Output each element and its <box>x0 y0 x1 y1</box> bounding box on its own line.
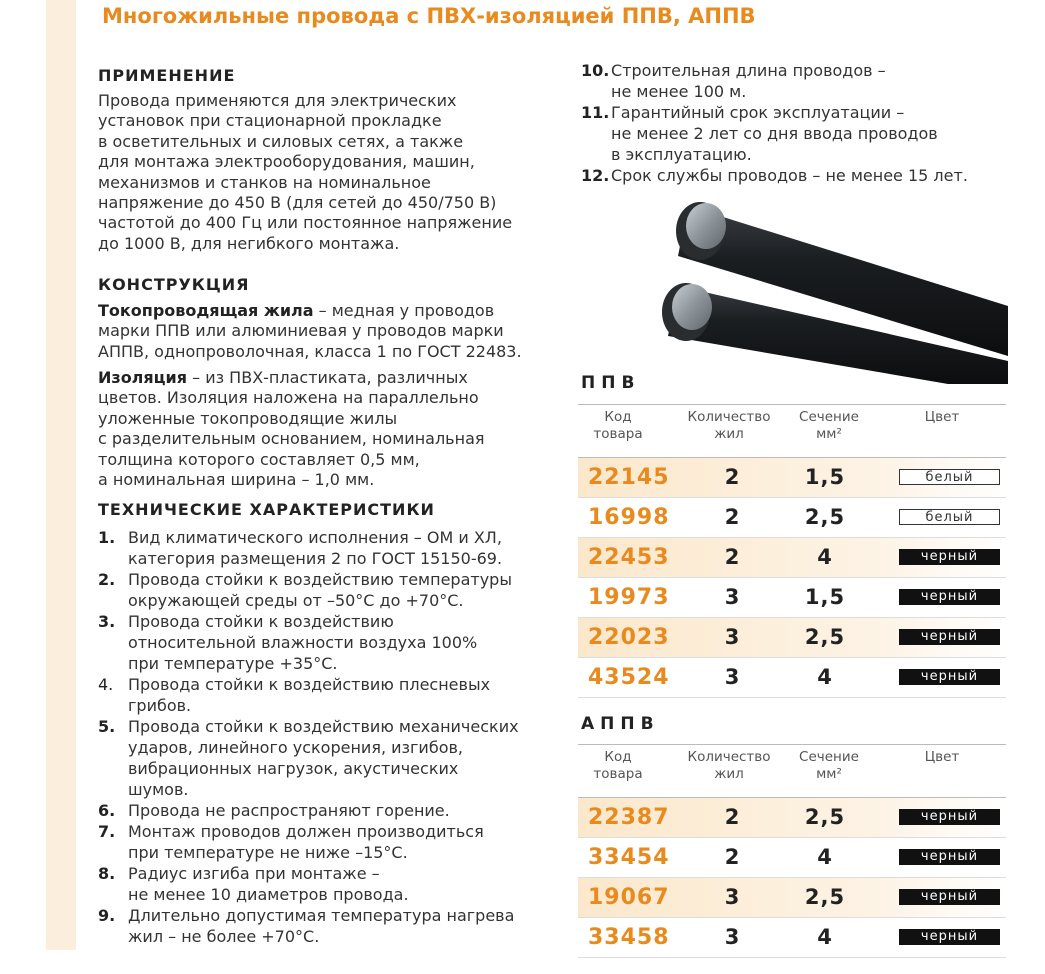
spec-text: не менее 10 диаметров провода. <box>128 885 409 904</box>
appv-title: АППВ <box>581 714 660 734</box>
col-color: Цвет <box>924 749 960 765</box>
spec-item <box>98 527 519 548</box>
insulation-line: толщина которого составляет 0,5 мм, <box>98 449 420 469</box>
insulation-line: а номинальная ширина – 1,0 мм. <box>98 470 375 490</box>
spec-item <box>98 737 519 758</box>
table-row <box>578 658 1006 698</box>
product-code: 33454 <box>588 845 670 870</box>
core-text <box>98 301 522 362</box>
ppv-table <box>578 404 1006 698</box>
spec-number: 10. <box>581 61 610 80</box>
application-heading: ПРИМЕНЕНИЕ <box>98 66 236 85</box>
spec-item <box>98 611 519 632</box>
core-upper-face <box>686 203 726 249</box>
spec-item <box>98 548 519 569</box>
table-row <box>578 618 1006 658</box>
spec-item <box>98 884 519 905</box>
spec-item <box>581 102 968 123</box>
product-code: 19973 <box>588 585 670 610</box>
spec-item <box>98 632 519 653</box>
spec-text: относительной влажности воздуха 100% <box>128 633 478 652</box>
page-title: Многожильные провода с ПВХ-изоляцией ППВ, АППВ <box>102 4 756 28</box>
spec-number <box>98 548 128 569</box>
core-count: 2 <box>724 505 740 529</box>
application-line: механизмов и станков на номинальное <box>98 172 431 192</box>
spec-number: 8. <box>98 864 116 883</box>
spec-text: Радиус изгиба при монтаже – <box>128 864 380 883</box>
table-row <box>578 798 1006 838</box>
spec-number: 4. <box>98 675 114 694</box>
spec-text: в эксплуатацию. <box>611 145 752 164</box>
table-row <box>578 458 1006 498</box>
spec-item <box>98 569 519 590</box>
color-swatch: черный <box>899 889 1000 905</box>
cross-section: 1,5 <box>804 465 846 489</box>
col-code: Код товара <box>593 409 643 442</box>
specs-heading: ТЕХНИЧЕСКИЕ ХАРАКТЕРИСТИКИ <box>98 500 435 519</box>
cross-section: 2,5 <box>804 505 846 529</box>
spec-text: шумов. <box>128 780 189 799</box>
col-qty: Количество жил <box>687 749 771 782</box>
core-count: 2 <box>724 845 740 869</box>
core-count: 2 <box>724 805 740 829</box>
core-count: 3 <box>724 665 740 689</box>
spec-number: 12. <box>581 166 610 185</box>
spec-text: Срок службы проводов – не менее 15 лет. <box>611 166 968 185</box>
spec-text: Провода стойки к воздействию механических <box>128 717 519 736</box>
core-count: 3 <box>724 885 740 909</box>
spec-number <box>98 884 128 905</box>
product-code: 16998 <box>588 505 670 530</box>
color-swatch: черный <box>899 589 1000 605</box>
spec-item <box>98 695 519 716</box>
spec-number: 5. <box>98 717 116 736</box>
spec-text: ударов, линейного ускорения, изгибов, <box>128 738 463 757</box>
color-swatch: черный <box>899 629 1000 645</box>
product-code: 33458 <box>588 925 670 950</box>
product-code: 22023 <box>588 625 670 650</box>
cross-section: 2,5 <box>804 885 846 909</box>
cross-section: 4 <box>817 925 833 949</box>
spec-number <box>98 695 128 716</box>
application-line: до 1000 В, для негибкого монтажа. <box>98 233 400 253</box>
color-swatch: черный <box>899 929 1000 945</box>
spec-item <box>98 779 519 800</box>
spec-number: 1. <box>98 528 116 547</box>
spec-text: категория размещения 2 по ГОСТ 15150-69. <box>128 549 503 568</box>
core-line: АППВ, однопроволочная, класса 1 по ГОСТ 22483. <box>98 341 522 361</box>
side-band <box>46 0 76 950</box>
table-row <box>578 498 1006 538</box>
spec-number: 3. <box>98 612 116 631</box>
spec-text: не менее 100 м. <box>611 82 747 101</box>
spec-text: Гарантийный срок эксплуатации – <box>611 103 905 122</box>
spec-number <box>98 737 128 758</box>
application-line: Провода применяются для электрических <box>98 91 457 110</box>
insulation-line-text: – из ПВХ-пластиката, различных <box>187 368 468 387</box>
spec-item <box>98 800 519 821</box>
spec-text: Вид климатического исполнения – ОМ и ХЛ, <box>128 528 502 547</box>
spec-text: Монтаж проводов должен производиться <box>128 822 484 841</box>
wire-illustration <box>648 186 1008 384</box>
spec-number <box>98 926 128 947</box>
table-row <box>578 578 1006 618</box>
spec-item <box>581 165 968 186</box>
color-swatch: черный <box>899 669 1000 685</box>
spec-text: Провода стойки к воздействию <box>128 612 394 631</box>
core-count: 2 <box>724 545 740 569</box>
spec-item <box>581 81 968 102</box>
insulation-text <box>98 368 485 490</box>
spec-item <box>581 60 968 81</box>
core-count: 2 <box>724 465 740 489</box>
spec-number <box>98 590 128 611</box>
color-swatch: черный <box>899 549 1000 565</box>
cross-section: 4 <box>817 665 833 689</box>
spec-item <box>581 123 968 144</box>
core-count: 3 <box>724 625 740 649</box>
color-swatch: черный <box>899 809 1000 825</box>
spec-text: грибов. <box>128 696 192 715</box>
table-row <box>578 878 1006 918</box>
spec-item <box>98 716 519 737</box>
cross-section: 2,5 <box>804 805 846 829</box>
spec-number: 9. <box>98 906 116 925</box>
specs-list <box>98 527 519 947</box>
color-swatch: белый <box>899 469 1000 485</box>
spec-number <box>98 653 128 674</box>
color-swatch: белый <box>899 509 1000 525</box>
table-row <box>578 838 1006 878</box>
cross-section: 4 <box>817 545 833 569</box>
spec-item <box>98 821 519 842</box>
product-code: 22453 <box>588 545 670 570</box>
table-row <box>578 538 1006 578</box>
spec-item <box>98 758 519 779</box>
spec-text: Строительная длина проводов – <box>611 61 886 80</box>
core-count: 3 <box>724 925 740 949</box>
insulation-line: с разделительным основанием, номинальная <box>98 429 485 449</box>
core-line-text: – медная у проводов <box>313 301 495 320</box>
appv-table <box>578 744 1006 958</box>
spec-text: окружающей среды от –50°С до +70°С. <box>128 591 464 610</box>
ppv-table-header <box>578 404 1006 458</box>
application-line: в осветительных и силовых сетях, а также <box>98 131 464 151</box>
spec-number: 2. <box>98 570 116 589</box>
product-code: 43524 <box>588 665 670 690</box>
spec-text: жил – не более +70°С. <box>128 927 320 946</box>
spec-number: 6. <box>98 801 116 820</box>
spec-item <box>98 926 519 947</box>
insulation-line <box>98 368 485 388</box>
spec-text: Провода стойки к воздействию плесневых <box>128 675 491 694</box>
color-swatch: черный <box>899 849 1000 865</box>
col-section: Сечение мм² <box>799 749 859 782</box>
product-code: 22145 <box>588 465 670 490</box>
cross-section: 2,5 <box>804 625 846 649</box>
specs-list-continued <box>581 60 968 186</box>
ppv-title: ППВ <box>581 373 641 393</box>
col-qty: Количество жил <box>687 409 771 442</box>
spec-number <box>98 632 128 653</box>
application-line: частотой до 400 Гц или постоянное напряжение <box>98 213 513 233</box>
spec-number <box>98 779 128 800</box>
application-line: напряжение до 450 В (для сетей до 450/750 В) <box>98 193 497 213</box>
application-line: установок при стационарной прокладке <box>98 111 442 131</box>
core-count: 3 <box>724 585 740 609</box>
product-code: 19067 <box>588 885 670 910</box>
spec-text: Провода не распространяют горение. <box>128 801 450 820</box>
insulation-label: Изоляция <box>98 368 188 387</box>
core-line: марки ППВ или алюминиевая у проводов марки <box>98 321 504 341</box>
core-line <box>98 301 522 321</box>
col-color: Цвет <box>924 409 960 425</box>
spec-item <box>98 863 519 884</box>
spec-text: Провода стойки к воздействию температуры <box>128 570 512 589</box>
spec-text: при температуре не ниже –15°С. <box>128 843 408 862</box>
spec-item <box>98 905 519 926</box>
spec-number <box>98 842 128 863</box>
appv-table-header <box>578 744 1006 798</box>
col-section: Сечение мм² <box>799 409 859 442</box>
spec-number <box>98 758 128 779</box>
cross-section: 1,5 <box>804 585 846 609</box>
application-text <box>98 91 512 254</box>
construction-heading: КОНСТРУКЦИЯ <box>98 275 250 294</box>
product-code: 22387 <box>588 805 670 830</box>
spec-item <box>98 674 519 695</box>
spec-number <box>581 144 611 165</box>
core-lower-face <box>672 284 712 330</box>
spec-item <box>98 590 519 611</box>
application-line: для монтажа электрооборудования, машин, <box>98 152 475 172</box>
spec-number: 11. <box>581 103 610 122</box>
spec-number <box>581 81 611 102</box>
spec-number <box>581 123 611 144</box>
cross-section: 4 <box>817 845 833 869</box>
spec-text: Длительно допустимая температура нагрева <box>128 906 515 925</box>
spec-item <box>98 653 519 674</box>
col-code: Код товара <box>593 749 643 782</box>
table-row <box>578 918 1006 958</box>
spec-text: вибрационных нагрузок, акустических <box>128 759 459 778</box>
spec-item <box>581 144 968 165</box>
core-label: Токопроводящая жила <box>98 301 314 320</box>
insulation-line: уложенные токопроводящие жилы <box>98 408 398 428</box>
spec-item <box>98 842 519 863</box>
spec-number: 7. <box>98 822 116 841</box>
insulation-line: цветов. Изоляция наложена на параллельно <box>98 388 479 408</box>
spec-text: не менее 2 лет со дня ввода проводов <box>611 124 938 143</box>
spec-text: при температуре +35°С. <box>128 654 338 673</box>
